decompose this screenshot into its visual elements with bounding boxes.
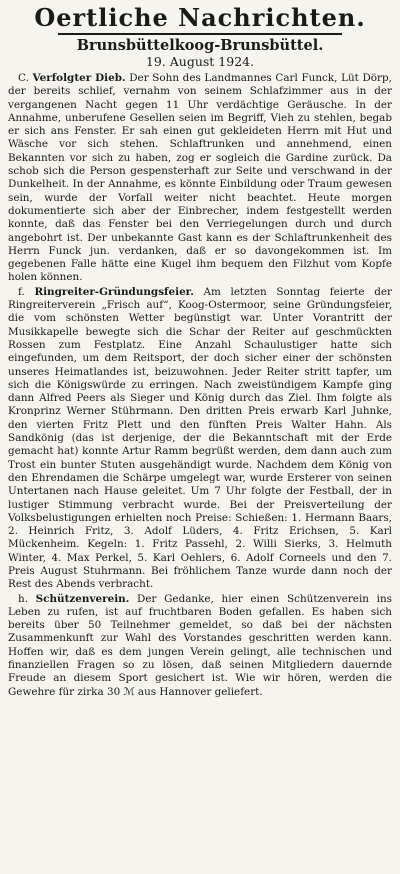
- article-title: Schützenverein.: [35, 592, 130, 605]
- article-title: Verfolgter Dieb.: [32, 72, 126, 84]
- section-headline: Oertliche Nachrichten.: [34, 3, 366, 32]
- article-verfolgter-dieb: [8, 72, 392, 285]
- article-ringreiter: [8, 286, 392, 592]
- article-marker: f.: [18, 285, 25, 298]
- article-body: Der Sohn des Landmannes Carl Funck, Lüt Dörp, der bereits schlief, vernahm von seinem Schlafzimmer aus in der vergangenen Nacht gegen 11 Uhr verdächtige Geräusche. In der Annahme, unberufene Gesellen seien im Begriff, Vieh zu stehlen, begab er sich ans Fenster. Er sah einen gut gekleideten Herrn mit Hut und Wäsche vor sich stehen. Schlaftrunken und annehmend, einen Bekannten vor sich zu haben, zog er sogleich die Gardine zurück. Da schob sich die Person gespensterhaft zur Seite und verschwand in der Dunkelheit. In der Annahme, es könnte Einbildung oder Traum gewesen sein, wurde der Vorfall weiter nicht beachtet. Heute morgen dokumentierte sich aber der Einbrecher, indem festgestellt werden konnte, daß das Fenster bei den Verriegelungen durch und durch angebohrt ist. Der unbekannte Gast kann es der Schlaftrunkenheit des Herrn Funck jun. verdanken, daß er so davongekommen ist. Im gegebenen Falle hätte eine Kugel ihm bequem den Filzhut vom Kopfe holen können.: [8, 72, 392, 284]
- masthead: [8, 4, 392, 70]
- dateline: 19. August 1924.: [145, 54, 255, 69]
- article-title: Ringreiter-Gründungsfeier.: [34, 285, 194, 298]
- article-marker: h.: [18, 592, 28, 605]
- article-body: Am letzten Sonntag feierte der Ringreiterverein „Frisch auf“, Koog-Ostermoor, seine Gründungsfeier, die vom schönsten Wetter begünstigt war. Unter Vorantritt der Musikkapelle bewegte sich die Schar der Reiter auf geschmückten Rossen zum Festplatz. Eine Anzahl Schaulustiger hatte sich eingefunden, um dem Reitsport, der doch sicher einer der schönsten unseres Heimatlandes ist, beizuwohnen. Jeder Reiter stritt tapfer, um sich die Königswürde zu erringen. Nach zweistündigem Kampfe ging dann Alfred Peers als Sieger und König durch das Ziel. Ihm folgte als Kronprinz Werner Stührmann. Den dritten Preis erwarb Karl Juhnke, den vierten Fritz Plett und den fünften Preis Walter Hahn. Als Sandkönig (das ist derjenige, der die Bekanntschaft mit der Erde gemacht hat) konnte Artur Ramm begrüßt werden, dem dann auch zum Trost ein bunter Stuten ausgehändigt wurde. Nachdem dem König von den Ehrendamen die Schärpe umgelegt war, wurde Ersterer von seinen Untertanen nach Hause geleitet. Um 7 Uhr folgte der Festball, der in lustiger Stimmung verbracht wurde. Bei der Preisverteilung der Volksbelustigungen erhielten noch Preise: Schießen: 1. Hermann Baars, 2. Heinrich Fritz, 3. Adolf Lüders, 4. Fritz Erichsen, 5. Karl Mückenheim. Kegeln: 1. Fritz Passehl, 2. Willi Sierks, 3. Helmuth Winter, 4. Max Perkel, 5. Karl Oehlers, 6. Adolf Corneels und den 7. Preis August Stuhrmann. Bei fröhlichem Tanze wurde dann noch der Rest des Abends verbracht.: [8, 285, 393, 591]
- headline-rule: [58, 33, 342, 35]
- article-body: Der Gedanke, hier einen Schützenverein ins Leben zu rufen, ist auf fruchtbaren Boden gefallen. Es haben sich bereits über 50 Teilnehmer gemeldet, so daß bei der nächsten Zusammenkunft zur Wahl des Vorstandes geschritten werden kann. Hoffen wir, daß es dem jungen Verein gelingt, alle technischen und finanziellen Fragen so zu lösen, daß seinen Mitgliedern dauernde Freude an diesem Sport gesichert ist. Wie wir hören, werden die Gewehre für zirka 30 ℳ aus Hannover geliefert.: [8, 592, 392, 698]
- article-marker: C.: [18, 72, 29, 84]
- article-schuetzenverein: [8, 593, 392, 699]
- location-subtitle: Brunsbüttelkoog-Brunsbüttel.: [76, 37, 324, 54]
